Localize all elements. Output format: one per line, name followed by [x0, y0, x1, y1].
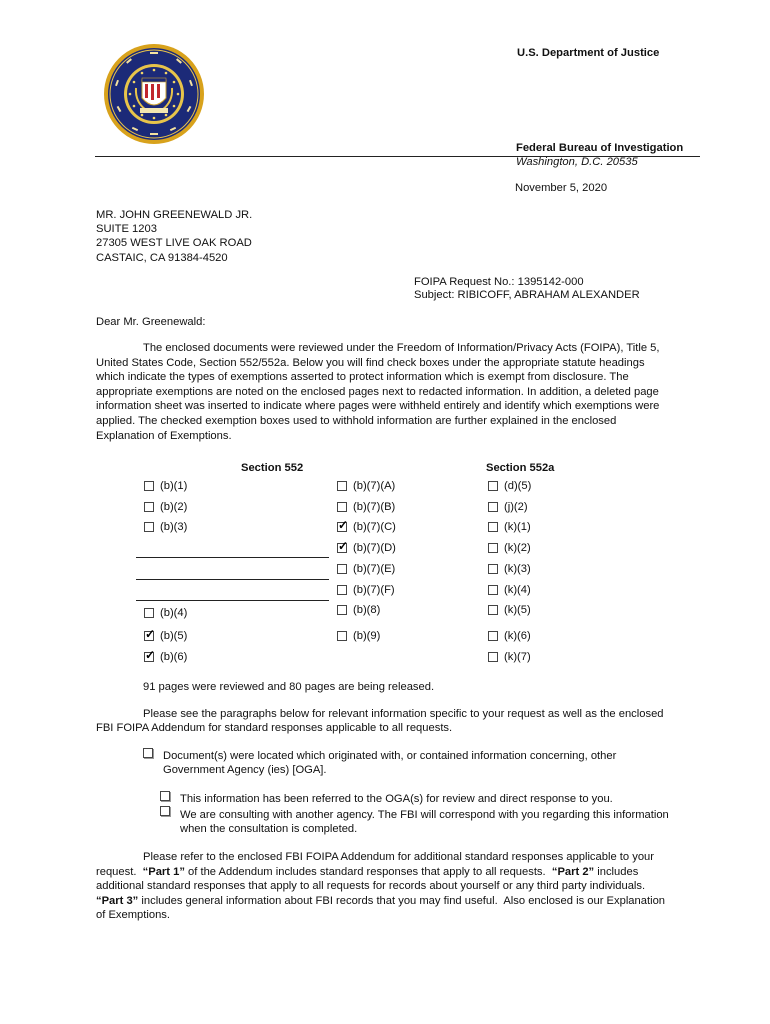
recipient-line: 27305 WEST LIVE OAK ROAD [96, 237, 252, 250]
exemption-checkbox[interactable] [337, 631, 347, 641]
exemption-checkbox[interactable] [144, 627, 156, 641]
exemption-label: (b)(9) [353, 630, 381, 642]
exemption-checkbox[interactable] [488, 585, 498, 595]
addendum-part-2: “Part 2” [551, 865, 595, 878]
exemption-label: (b)(3) [160, 521, 188, 533]
exemption-checkbox[interactable] [337, 518, 349, 532]
exemption-checkbox[interactable] [488, 652, 498, 662]
bureau-name: Federal Bureau of Investigation [516, 142, 684, 154]
closing-text: includes [594, 865, 639, 878]
exemption-label: (k)(5) [504, 604, 531, 616]
exemption-checkbox[interactable] [144, 502, 154, 512]
exemption-checkbox[interactable] [488, 502, 498, 512]
check-icon: ✓ [145, 627, 156, 641]
exemption-label: (b)(7)(B) [353, 501, 396, 513]
recipient-address [96, 208, 252, 265]
intro-line: applied. The checked exemption boxes used to withhold information are further explained in the enclosed [96, 414, 617, 427]
exemption-checkbox[interactable] [337, 585, 347, 595]
section-552a-heading: Section 552a [486, 462, 555, 474]
closing-text: request. [96, 865, 143, 878]
exemption-checkbox[interactable] [144, 481, 154, 491]
closing-text: Please refer to the enclosed FBI FOIPA Addendum for additional standard responses applicable to your [143, 851, 654, 863]
intro-line: United States Code, Section 552/552a. Below you will find check boxes under the appropriate statute headings [96, 356, 645, 369]
letter-date: November 5, 2020 [515, 182, 608, 194]
exemption-checkbox[interactable] [337, 481, 347, 491]
exemption-checkbox[interactable] [488, 631, 498, 641]
pages-reviewed-line: 91 pages were reviewed and 80 pages are being released. [143, 681, 435, 693]
exemption-checkbox[interactable] [337, 564, 347, 574]
exemption-label: (b)(7)(C) [353, 521, 396, 533]
check-icon: ✓ [338, 518, 349, 532]
oga-referred-checkbox[interactable] [160, 791, 170, 801]
exemption-label: (b)(2) [160, 501, 188, 513]
exemption-label: (k)(3) [504, 563, 531, 575]
addendum-line: FBI FOIPA Addendum for standard responses applicable to all requests. [96, 722, 453, 735]
exemption-label: (k)(6) [504, 630, 531, 642]
addendum-part-3: “Part 3” [96, 894, 139, 907]
closing-text: of the Addendum includes standard responses that apply to all requests. [184, 865, 552, 878]
salutation: Dear Mr. Greenewald: [96, 316, 206, 328]
exemption-checkbox[interactable] [488, 522, 498, 532]
exemption-checkbox[interactable] [144, 522, 154, 532]
closing-paragraph [96, 850, 665, 923]
recipient-line: MR. JOHN GREENEWALD JR. [96, 209, 253, 221]
exemption-label: (k)(4) [504, 584, 531, 596]
exemption-label: (k)(1) [504, 521, 531, 533]
exemption-label: (b)(7)(F) [353, 584, 395, 596]
bureau-location: Washington, D.C. 20535 [516, 156, 638, 168]
blank-line [136, 557, 329, 558]
check-icon: ✓ [145, 648, 156, 662]
intro-paragraph [96, 341, 696, 443]
closing-text: additional standard responses that apply to all requests for records about yourself or any third party individuals. [96, 880, 646, 892]
exemption-checkbox[interactable] [488, 481, 498, 491]
oga-item-line: Document(s) were located which originated with, or contained information concerning, other [163, 750, 617, 762]
request-number: FOIPA Request No.: 1395142-000 [414, 276, 584, 288]
exemption-checkbox[interactable] [144, 608, 154, 618]
exemption-label: (b)(8) [353, 604, 381, 616]
addendum-line: Please see the paragraphs below for relevant information specific to your request as well as the enclosed [143, 708, 664, 720]
closing-text: of Exemptions. [96, 909, 170, 921]
oga-referred-text: This information has been referred to the OGA(s) for review and direct response to you. [180, 793, 613, 805]
exemption-label: (b)(7)(A) [353, 480, 396, 492]
exemption-label: (k)(7) [504, 651, 531, 663]
recipient-line: SUITE 1203 [96, 223, 157, 236]
addendum-paragraph [96, 707, 664, 736]
exemption-label: (b)(6) [160, 651, 188, 663]
exemption-checkbox[interactable] [144, 648, 156, 662]
exemption-label: (b)(4) [160, 607, 188, 619]
exemption-label: (d)(5) [504, 480, 532, 492]
exemption-label: (b)(7)(E) [353, 563, 396, 575]
oga-consulting-line: when the consultation is completed. [180, 823, 358, 836]
request-subject: Subject: RIBICOFF, ABRAHAM ALEXANDER [414, 289, 640, 302]
closing-line [96, 894, 665, 909]
intro-line: which indicate the types of exemptions asserted to protect information which is exempt from disclosure. The [96, 371, 629, 384]
closing-line [96, 865, 665, 880]
oga-checkbox[interactable] [143, 748, 153, 758]
addendum-part-1: “Part 1” [142, 865, 185, 878]
intro-line: Explanation of Exemptions. [96, 429, 232, 442]
exemption-checkbox[interactable] [488, 564, 498, 574]
section-552-heading: Section 552 [241, 462, 304, 474]
exemption-label: (b)(7)(D) [353, 542, 396, 554]
exemption-label: (b)(5) [160, 630, 188, 642]
exemption-checkbox[interactable] [488, 605, 498, 615]
recipient-line: CASTAIC, CA 91384-4520 [96, 251, 228, 264]
check-icon: ✓ [338, 539, 349, 553]
oga-consulting-line: We are consulting with another agency. The FBI will correspond with you regarding this information [180, 809, 669, 821]
blank-line [136, 579, 329, 580]
closing-line [96, 908, 665, 923]
exemption-checkbox[interactable] [488, 543, 498, 553]
oga-item-documents [163, 749, 616, 777]
exemption-label: (j)(2) [504, 501, 528, 513]
closing-line [96, 879, 665, 894]
exemption-label: (k)(2) [504, 542, 531, 554]
intro-line: The enclosed documents were reviewed under the Freedom of Information/Privacy Acts (FOIPA), Title 5, [143, 342, 660, 354]
blank-line [136, 600, 329, 601]
fbi-seal [102, 42, 206, 146]
closing-line [96, 850, 665, 865]
oga-consulting-text [180, 808, 669, 836]
request-info [414, 276, 640, 303]
oga-item-line: Government Agency (ies) [OGA]. [163, 764, 327, 777]
department-name: U.S. Department of Justice [517, 47, 660, 59]
intro-line: appropriate exemptions are noted on the enclosed pages next to redacted information. In addition, a deleted page [96, 385, 659, 398]
exemption-checkbox[interactable] [337, 502, 347, 512]
oga-consulting-checkbox[interactable] [160, 806, 170, 816]
exemption-checkbox[interactable] [337, 605, 347, 615]
exemption-label: (b)(1) [160, 480, 188, 492]
intro-line: information sheet was inserted to indicate where pages were withheld entirely and identify which exemptions were [96, 400, 660, 413]
exemption-checkbox[interactable] [337, 539, 349, 553]
closing-text: includes general information about FBI records that you may find useful. Also enclosed is our Explanation [138, 894, 666, 907]
